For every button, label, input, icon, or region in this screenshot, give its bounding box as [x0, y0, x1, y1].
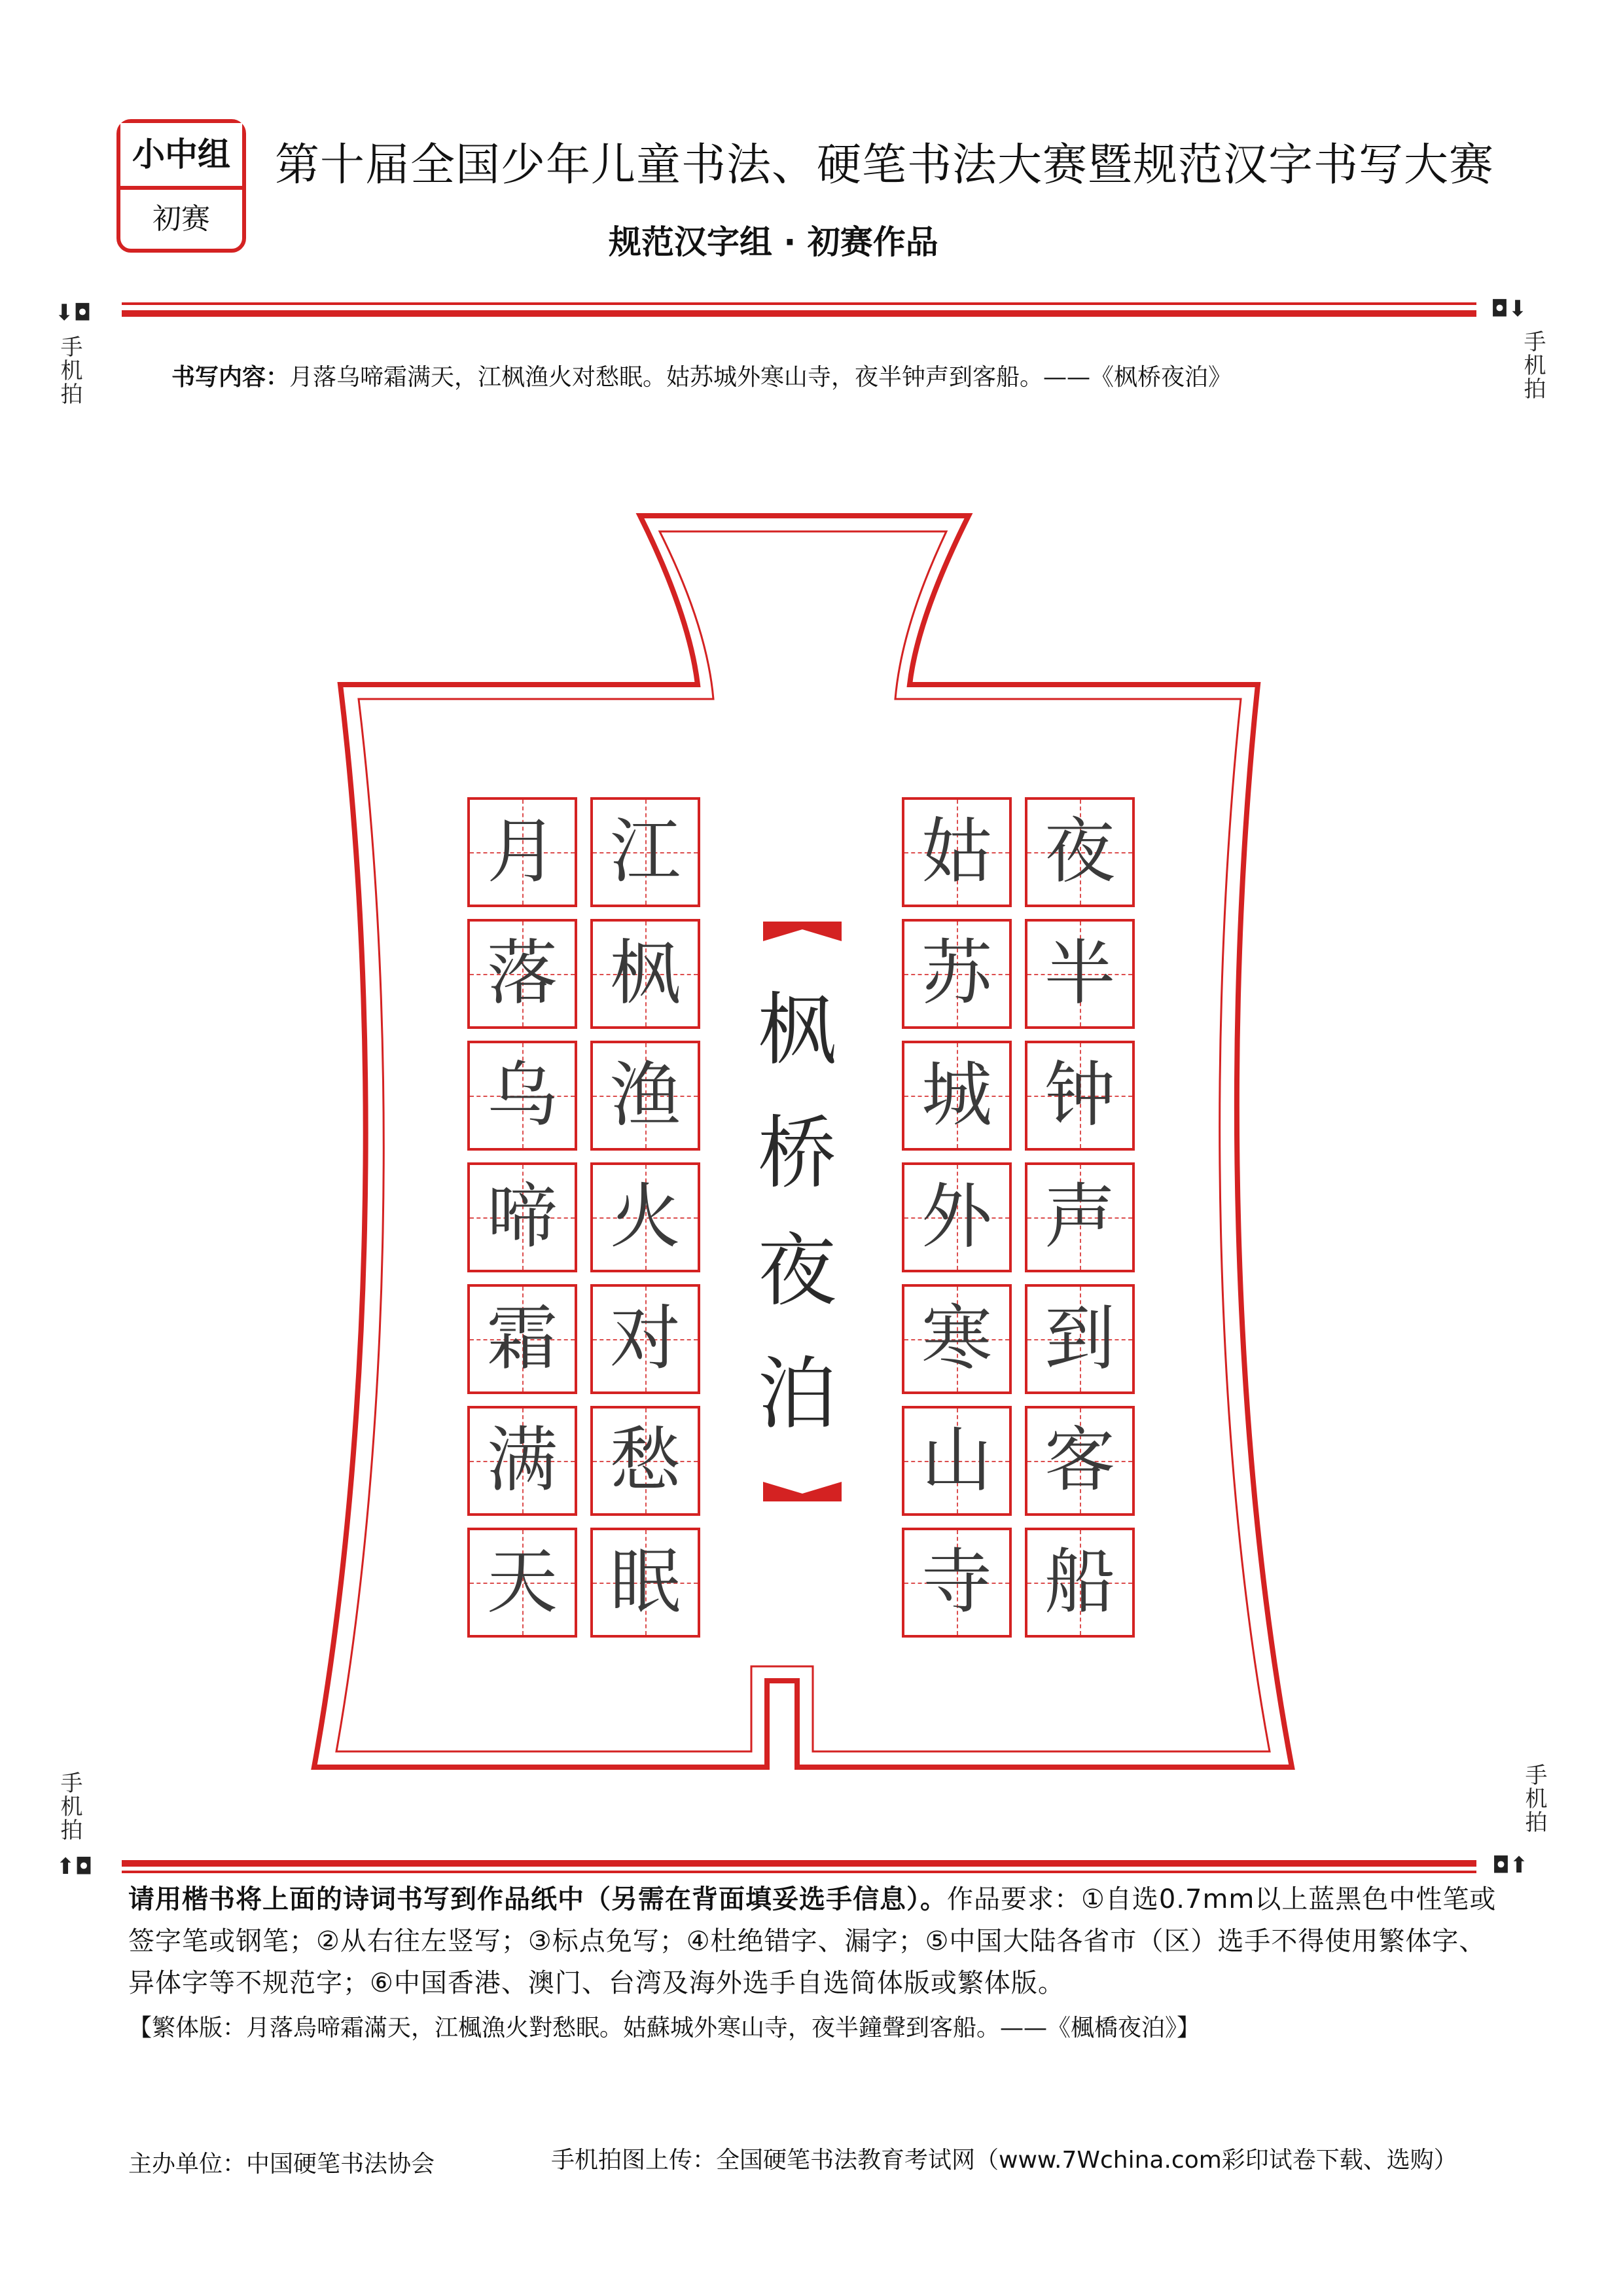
grid-cell [590, 1041, 700, 1151]
grid-cell [590, 1284, 700, 1394]
page-title: 第十届全国少年儿童书法、硬笔书法大赛暨规范汉字书写大赛 [275, 139, 1495, 191]
photo-marker-bottom-right: 手机拍 [1521, 1763, 1547, 1834]
poem-char: 乌 [486, 1054, 558, 1136]
camera-icon-bottom-right: ◘⬆ [1492, 1852, 1529, 1878]
badge-round-label: 初赛 [152, 202, 210, 236]
traditional-version-note: 【繁体版：月落烏啼霜滿天，江楓漁火對愁眠。姑蘇城外寒山寺，夜半鐘聲到客船。——《楓橋夜泊》】 [128, 2015, 1201, 2041]
grid-cell [467, 797, 577, 907]
poem-char: 苏 [921, 933, 992, 1014]
poem-char: 渔 [609, 1054, 681, 1136]
poem-char: 啼 [486, 1176, 558, 1258]
grid-cell [590, 1528, 700, 1638]
poem-char: 船 [1044, 1541, 1115, 1623]
organizer-text: 主办单位：中国硬笔书法协会 [128, 2151, 435, 2178]
poem-char: 落 [486, 933, 558, 1014]
page-subtitle: 规范汉字组 · 初赛作品 [609, 223, 938, 261]
upload-text: 手机拍图上传：全国硬笔书法教育考试网（www.7Wchina.com彩印试卷下载、选购） [551, 2147, 1457, 2174]
poem-char: 声 [1044, 1176, 1115, 1258]
grid-cell [467, 1041, 577, 1151]
poem-char: 半 [1044, 933, 1115, 1014]
poem-char: 火 [609, 1176, 681, 1258]
poem-char: 天 [486, 1541, 558, 1623]
grid-cell [590, 797, 700, 907]
bottom-rule-thin [122, 1871, 1476, 1873]
poem-char: 钟 [1044, 1054, 1115, 1136]
poem-char: 寒 [921, 1298, 992, 1380]
grid-cell [902, 1162, 1012, 1272]
grid-cell [467, 919, 577, 1029]
grid-cell [1025, 919, 1135, 1029]
poem-char: 对 [609, 1298, 681, 1380]
camera-icon-top-right: ◘⬇ [1491, 296, 1527, 322]
poem-char: 枫 [609, 933, 681, 1014]
poem-char: 客 [1044, 1420, 1115, 1501]
poem-char: 满 [486, 1420, 558, 1501]
grid-cell [590, 919, 700, 1029]
grid-cell [902, 1528, 1012, 1638]
grid-cell [1025, 1284, 1135, 1394]
grid-cell [902, 1041, 1012, 1151]
grid-cell [1025, 1041, 1135, 1151]
grid-cell [590, 1406, 700, 1516]
photo-marker-top-right: 手机拍 [1520, 330, 1546, 401]
poem-char: 城 [921, 1054, 992, 1136]
poem-char: 眠 [609, 1541, 681, 1623]
poem-title-char: 枫 [758, 985, 836, 1076]
poem-char: 霜 [486, 1298, 558, 1380]
grid-cell [467, 1284, 577, 1394]
content-label: 书写内容： [171, 364, 290, 391]
title-marker-top [763, 922, 842, 941]
grid-cell [902, 1406, 1012, 1516]
grid-cell [1025, 1162, 1135, 1272]
poem-title-char: 泊 [758, 1349, 836, 1440]
poem-char: 夜 [1044, 811, 1115, 893]
instructions-requirements: 作品要求：①自选0.7mm以上蓝黑色中性笔或签字笔或钢笔；②从右往左竖写；③标点免写；④杜绝错字、漏字；⑤中国大陆各省市（区）选手不得使用繁体字、异体字等不规范字；⑥中国香港、澳门、台湾及海外选手自选简体版或繁体版。 [128, 1884, 1497, 1998]
poem-char: 愁 [609, 1420, 681, 1501]
grid-cell [902, 1284, 1012, 1394]
grid-cell [1025, 1528, 1135, 1638]
grid-cell [467, 1162, 577, 1272]
content-text: 月落乌啼霜满天，江枫渔火对愁眠。姑苏城外寒山寺，夜半钟声到客船。——《枫桥夜泊》 [289, 364, 1232, 391]
poem-char: 山 [921, 1420, 992, 1501]
grid-cell [467, 1406, 577, 1516]
grid-cell [902, 919, 1012, 1029]
grid-cell [1025, 1406, 1135, 1516]
poem-char: 寺 [921, 1541, 992, 1623]
grid-cell [1025, 797, 1135, 907]
photo-marker-top-left: 手机拍 [56, 335, 82, 406]
title-marker-bottom [763, 1482, 842, 1501]
poem-char: 外 [921, 1176, 992, 1258]
poem-title-char: 夜 [758, 1226, 836, 1317]
grid-cell [902, 797, 1012, 907]
instructions-lead: 请用楷书将上面的诗词书写到作品纸中（另需在背面填妥选手信息）。 [128, 1884, 947, 1914]
camera-icon-top-left: ⬇◘ [55, 300, 92, 326]
poem-char: 月 [486, 811, 558, 893]
grid-cell [467, 1528, 577, 1638]
poem-char: 江 [609, 811, 681, 893]
poem-title-char: 桥 [758, 1108, 836, 1199]
poem-char: 到 [1044, 1298, 1115, 1380]
camera-icon-bottom-left: ⬆◘ [56, 1854, 93, 1880]
grid-cell [590, 1162, 700, 1272]
badge-group-label: 小中组 [120, 123, 242, 186]
poem-char: 姑 [921, 811, 992, 893]
photo-marker-bottom-left: 手机拍 [56, 1771, 82, 1842]
instructions [128, 1878, 1503, 2004]
bottom-rule-thick [122, 1860, 1476, 1867]
